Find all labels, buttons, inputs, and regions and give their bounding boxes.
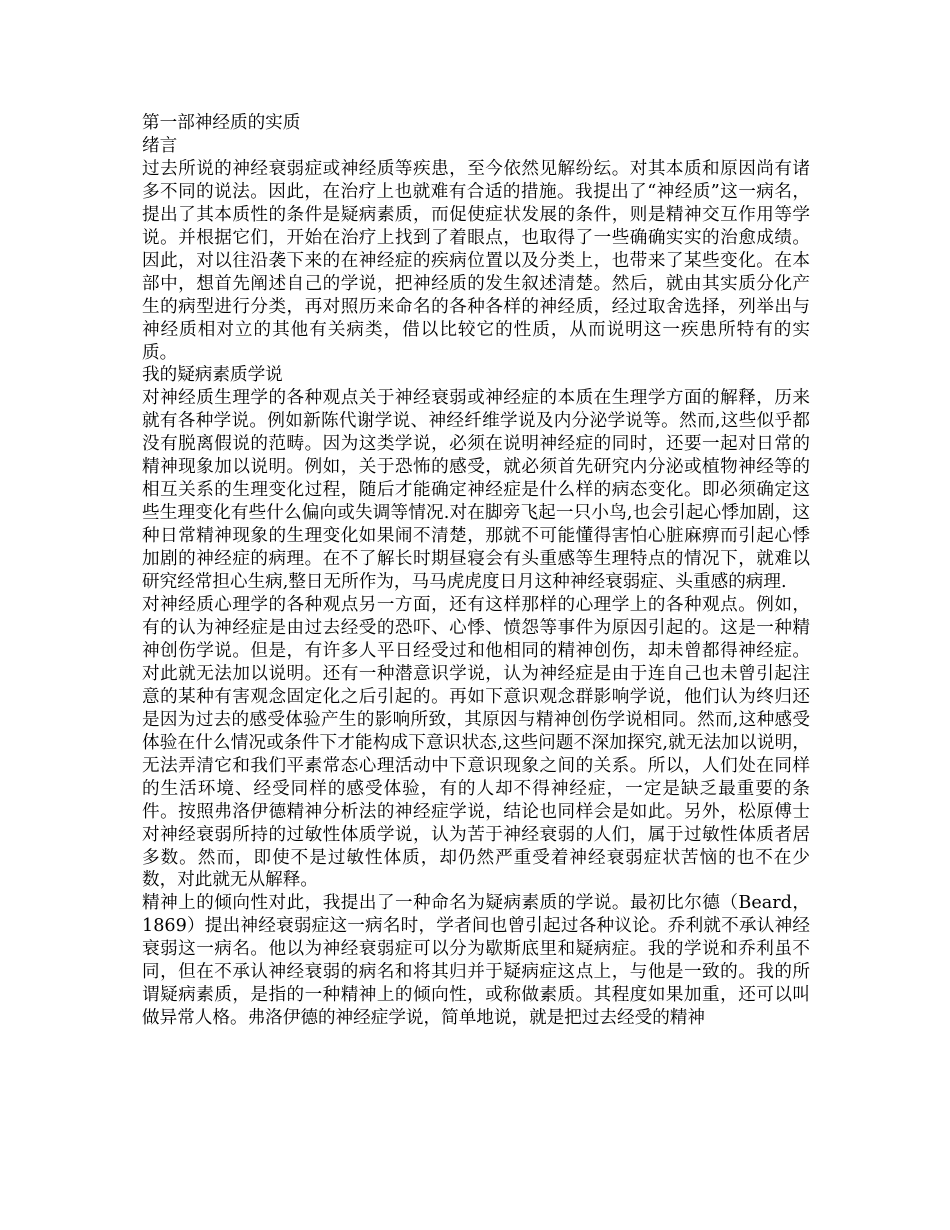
physiology-paragraph: 对神经质生理学的各种观点关于神经衰弱或神经症的本质在生理学方面的解释，历来就有各种学说。例如新陈代谢学说、神经纤维学说及内分泌学说等。然而,这些似乎都没有脱离假说的范畴。因为这类学说，必须在说明神经症的同时，还要一起对日常的精神现象加以说明。例如，关于恐怖的感受，就必须首先研究内分泌或植物神经等的相互关系的生理变化过程，随后才能确定神经症是什么样的病态变化。即必须确定这些生理变化有些什么偏向或失调等情况.对在脚旁飞起一只小鸟,也会引起心悸加剧，这种日常精神现象的生理变化如果闹不清楚，那就不可能懂得害怕心脏麻痹而引起心悸加剧的神经症的病理。在不了解长时期昼寝会有头重感等生理特点的情况下，就难以研究经常担心生病,整日无所作为，马马虎虎度日月这种神经衰弱症、头重感的病理. [142, 388, 810, 593]
section-heading-intro: 绪言 [142, 135, 178, 156]
intro-paragraph: 过去所说的神经衰弱症或神经质等疾患，至今依然见解纷纭。对其本质和原因尚有诸多不同的说法。因此，在治疗上也就难有合适的措施。我提出了“神经质”这一病名，提出了其本质性的条件是疑病素质，而促使症状发展的条件，则是精神交互作用等学说。并根据它们，开始在治疗上找到了着眼点，也取得了一些确确实实的治愈成绩。因此，对以往沿袭下来的在神经症的疾病位置以及分类上，也带来了某些变化。在本部中，想首先阐述自己的学说，把神经质的发生叙述清楚。然后，就由其实质分化产生的病型进行分类，再对照历来命名的各种各样的神经质，经过取舍选择，列举出与神经质相对立的其他有关病类，借以比较它的性质，从而说明这一疾患所特有的实质。 [142, 158, 810, 363]
tendency-paragraph: 精神上的倾向性对此，我提出了一种命名为疑病素质的学说。最初比尔德（Beard，1869）提出神经衰弱症这一病名时，学者间也曾引起过各种议论。乔利就不承认神经衰弱这一病名。他以为神经衰弱症可以分为歇斯底里和疑病症。我的学说和乔利虽不同，但在不承认神经衰弱的病名和将其归并于疑病症这点上，与他是一致的。我的所谓疑病素质，是指的一种精神上的倾向性，或称做素质。其程度如果加重，还可以叫做异常人格。弗洛伊德的神经症学说，简单地说，就是把过去经受的精神 [142, 893, 810, 1029]
part-title: 第一部神经质的实质 [142, 113, 301, 133]
document-page [142, 112, 810, 1030]
psychology-paragraph: 对神经质心理学的各种观点另一方面，还有这样那样的心理学上的各种观点。例如，有的认为神经症是由过去经受的恐吓、心悸、愤怨等事件为原因引起的。这是一种精神创伤学说。但是，有许多人平日经受过和他相同的精神创伤，却未曾都得神经症。对此就无法加以说明。还有一种潜意识学说，认为神经症是由于连自己也未曾引起注意的某种有害观念固定化之后引起的。再如下意识观念群影响学说，他们认为终归还是因为过去的感受体验产生的影响所致，其原因与精神创伤学说相同。然而,这种感受体验在什么情况或条件下才能构成下意识状态,这些问题不深加探究,就无法加以说明，无法弄清它和我们平素常态心理活动中下意识现象之间的关系。所以，人们处在同样的生活环境、经受同样的感受体验，有的人却不得神经症，一定是缺乏最重要的条件。按照弗洛伊德精神分析法的神经症学说，结论也同样会是如此。另外，松原傅士对神经衰弱所持的过敏性体质学说，认为苦于神经衰弱的人们，属于过敏性体质者居多数。然而，即使不是过敏性体质，却仍然严重受着神经衰弱症状苦恼的也不在少数，对此就无从解释。 [142, 595, 810, 891]
section-heading-theory: 我的疑病素质学说 [142, 365, 283, 386]
